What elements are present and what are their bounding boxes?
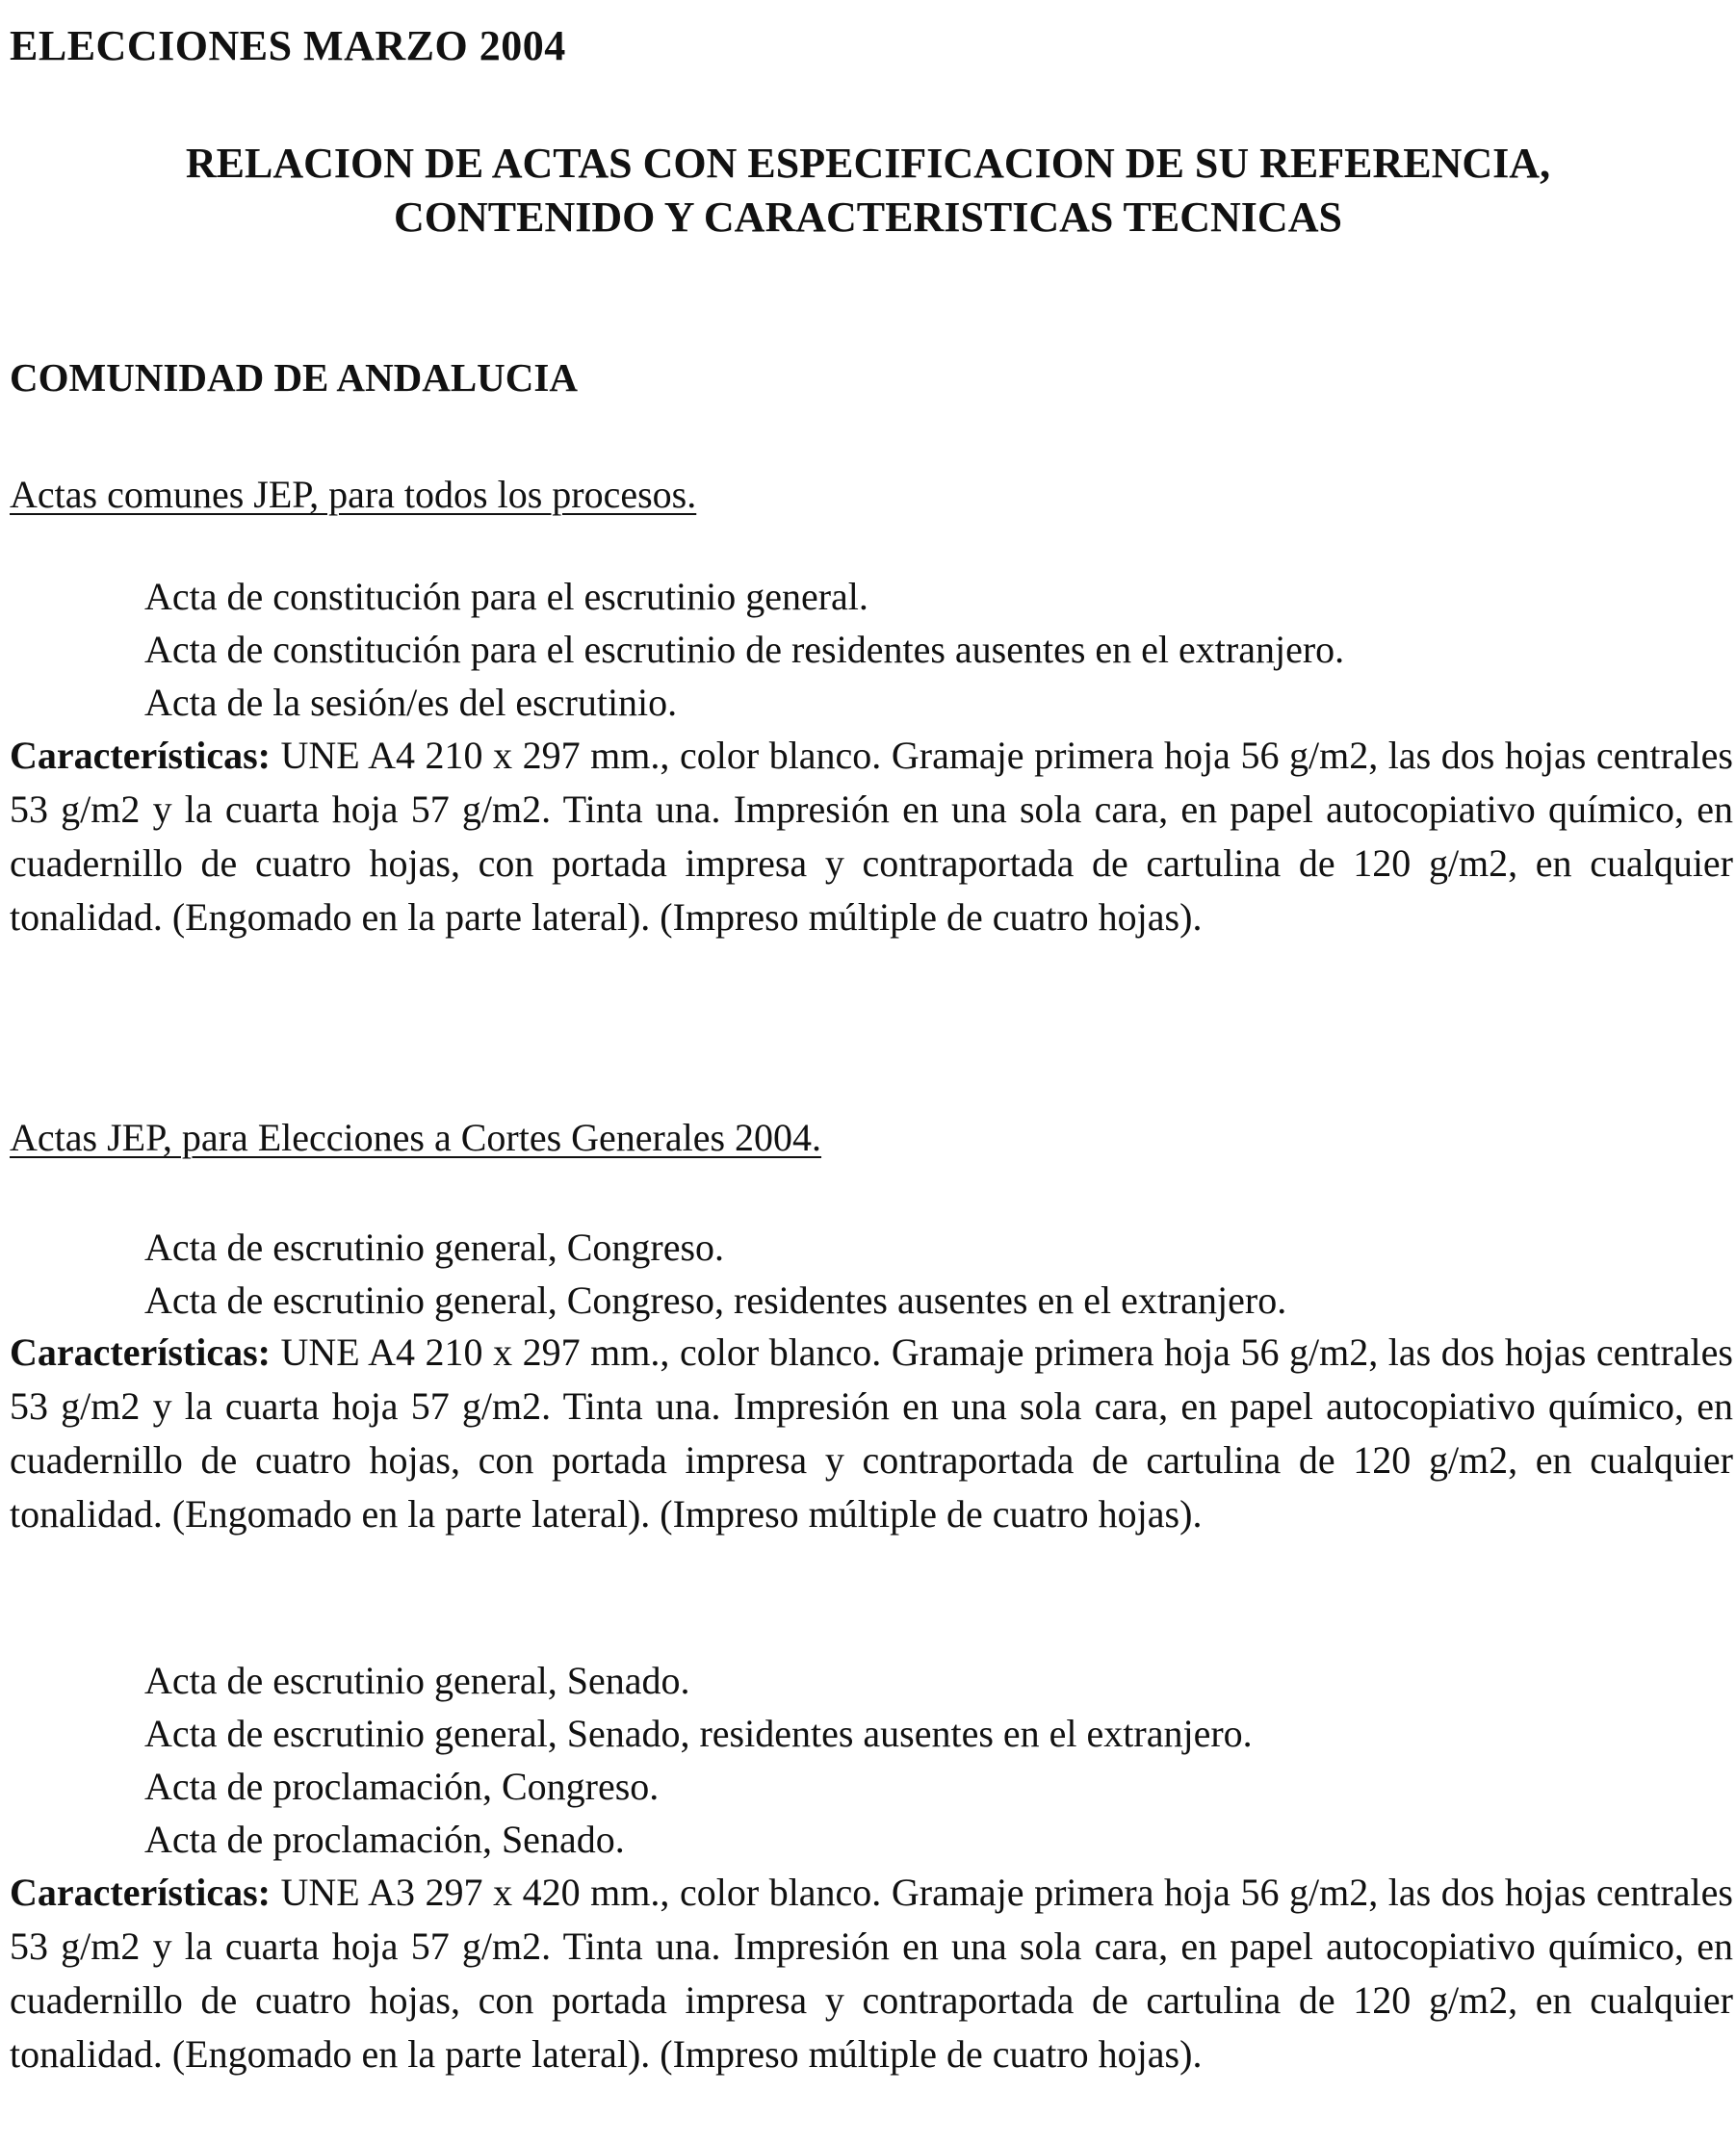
- features-paragraph: [10, 729, 1733, 944]
- features-text: UNE A4 210 x 297 mm., color blanco. Gramaje primera hoja 56 g/m2, las dos hojas centrales 53 g/m2 y la cuarta hoja 57 g/m2. Tinta una. Impresión en una sola cara, en papel autocopiativo químico, en cuadernillo de cuatro hojas, con portada impresa y contraportada de cartulina de 120 g/m2, en cualquier tonalidad. (Engomado en la parte lateral). (Impreso múltiple de cuatro hojas).: [10, 734, 1733, 939]
- document-title: ELECCIONES MARZO 2004: [10, 22, 566, 69]
- region-heading: COMUNIDAD DE ANDALUCIA: [10, 355, 578, 400]
- features-text: UNE A3 297 x 420 mm., color blanco. Gramaje primera hoja 56 g/m2, las dos hojas centrales 53 g/m2 y la cuarta hoja 57 g/m2. Tinta una. Impresión en una sola cara, en papel autocopiativo químico, en cuadernillo de cuatro hojas, con portada impresa y contraportada de cartulina de 120 g/m2, en cualquier tonalidad. (Engomado en la parte lateral). (Impreso múltiple de cuatro hojas).: [10, 1871, 1733, 2076]
- acta-list-common: [144, 570, 1344, 729]
- acta-list-senado: [144, 1654, 1253, 1866]
- acta-list-item: Acta de escrutinio general, Congreso, residentes ausentes en el extranjero.: [144, 1279, 1287, 1322]
- acta-list-item: Acta de constitución para el escrutinio general.: [144, 575, 868, 618]
- acta-list-item: Acta de escrutinio general, Senado.: [144, 1659, 690, 1702]
- acta-list-item: Acta de proclamación, Congreso.: [144, 1765, 660, 1808]
- features-paragraph: [10, 1866, 1733, 2081]
- acta-list-item: Acta de escrutinio general, Congreso.: [144, 1226, 725, 1269]
- acta-list-item: Acta de la sesión/es del escrutinio.: [144, 681, 678, 724]
- features-label: Características:: [10, 1330, 271, 1374]
- document-subtitle: [0, 137, 1736, 245]
- features-text: UNE A4 210 x 297 mm., color blanco. Gramaje primera hoja 56 g/m2, las dos hojas centrales 53 g/m2 y la cuarta hoja 57 g/m2. Tinta una. Impresión en una sola cara, en papel autocopiativo químico, en cuadernillo de cuatro hojas, con portada impresa y contraportada de cartulina de 120 g/m2, en cualquier tonalidad. (Engomado en la parte lateral). (Impreso múltiple de cuatro hojas).: [10, 1330, 1733, 1536]
- section-heading-common: Actas comunes JEP, para todos los procesos.: [10, 473, 697, 516]
- acta-list-item: Acta de proclamación, Senado.: [144, 1818, 625, 1861]
- acta-list-item: Acta de escrutinio general, Senado, residentes ausentes en el extranjero.: [144, 1712, 1253, 1755]
- document-subtitle-line-2: CONTENIDO Y CARACTERISTICAS TECNICAS: [394, 194, 1342, 241]
- acta-list-item: Acta de constitución para el escrutinio de residentes ausentes en el extranjero.: [144, 628, 1345, 671]
- acta-list-congreso: [144, 1221, 1286, 1327]
- features-label: Características:: [10, 734, 271, 777]
- section-heading-cortes-generales: Actas JEP, para Elecciones a Cortes Generales 2004.: [10, 1116, 822, 1159]
- features-label: Características:: [10, 1871, 271, 1914]
- features-paragraph: [10, 1326, 1733, 1541]
- document-subtitle-line-1: RELACION DE ACTAS CON ESPECIFICACION DE SU REFERENCIA,: [185, 140, 1551, 187]
